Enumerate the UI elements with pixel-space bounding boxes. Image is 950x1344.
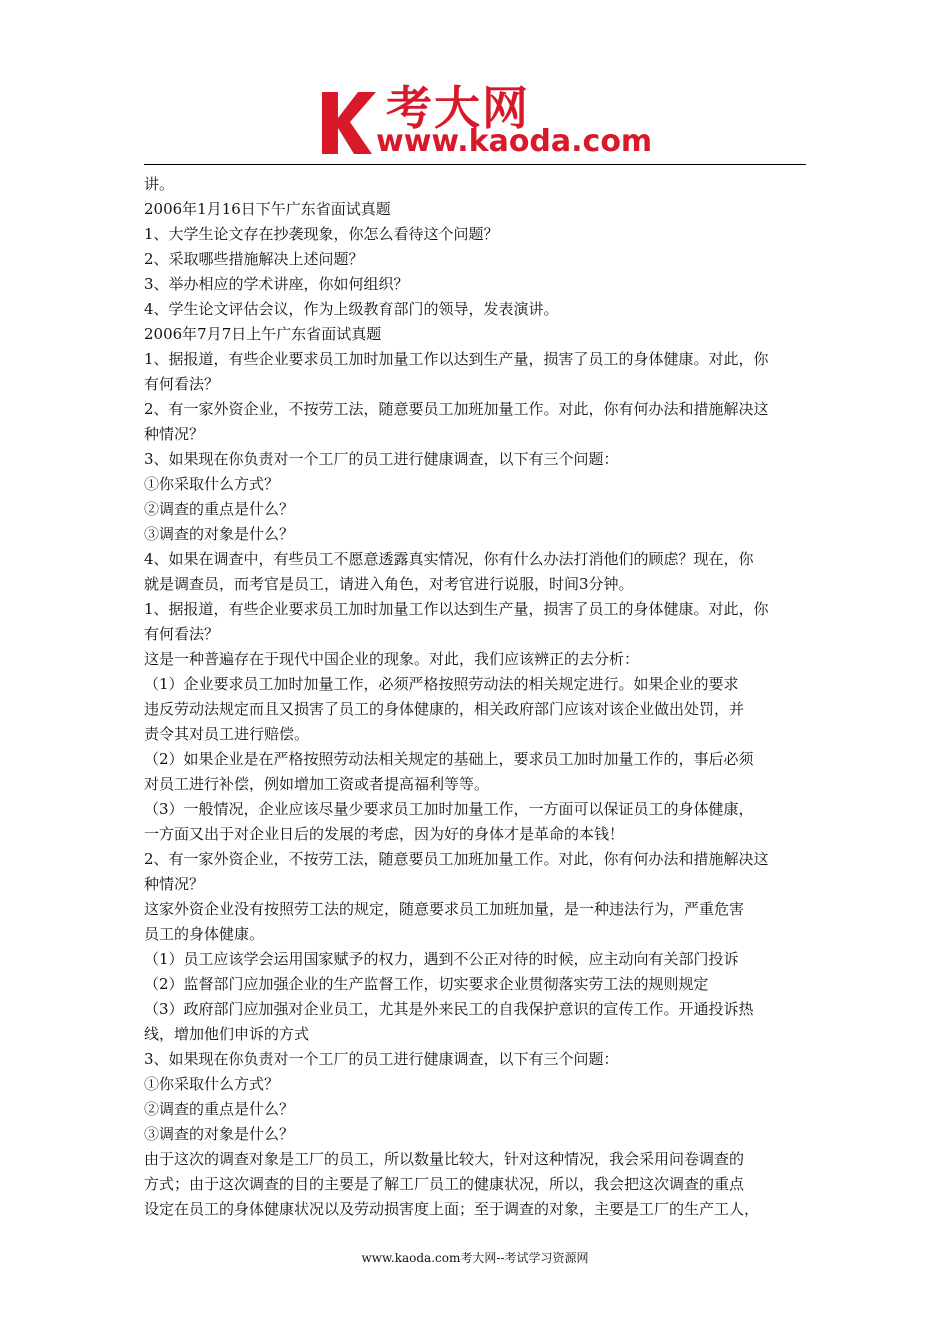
text-line: 3、如果现在你负责对一个工厂的员工进行健康调查，以下有三个问题： <box>144 450 619 468</box>
text-line: （3）一般情况，企业应该尽量少要求员工加时加量工作，一方面可以保证员工的身体健康， <box>144 800 754 818</box>
text-line: ③调查的对象是什么？ <box>144 1125 295 1143</box>
text-line: 有何看法？ <box>144 625 220 643</box>
text-line: 线，增加他们申诉的方式 <box>144 1025 310 1043</box>
text-line: 一方面又出于对企业日后的发展的考虑，因为好的身体才是革命的本钱！ <box>144 825 625 843</box>
text-line: 1、大学生论文存在抄袭现象，你怎么看待这个问题？ <box>144 225 499 243</box>
text-line: 2006年7月7日上午广东省面试真题 <box>144 325 382 343</box>
page-footer: www.kaoda.com考大网--考试学习资源网 <box>361 1251 589 1265</box>
document-body <box>144 172 810 1222</box>
text-line: （2）如果企业是在严格按照劳动法相关规定的基础上，要求员工加时加量工作的，事后必须 <box>144 750 754 768</box>
text-line: ②调查的重点是什么？ <box>144 1100 295 1118</box>
text-line: 这家外资企业没有按照劳工法的规定，随意要求员工加班加量，是一种违法行为，严重危害 <box>144 900 745 918</box>
logo-url: www.kaoda.com <box>376 124 653 159</box>
text-line: 就是调查员，而考官是员工，请进入角色，对考官进行说服，时间3分钟。 <box>144 575 634 593</box>
text-line: ③调查的对象是什么？ <box>144 525 295 543</box>
text-line: 种情况？ <box>144 425 205 443</box>
text-line: 2、有一家外资企业，不按劳工法，随意要员工加班加量工作。对此，你有何办法和措施解决这 <box>144 850 769 868</box>
text-line: 设定在员工的身体健康状况以及劳动损害度上面；至于调查的对象，主要是工厂的生产工人， <box>144 1200 760 1218</box>
text-line: 这是一种普遍存在于现代中国企业的现象。对此，我们应该辨正的去分析： <box>144 650 640 668</box>
text-line: 2、有一家外资企业，不按劳工法，随意要员工加班加量工作。对此，你有何办法和措施解决这 <box>144 400 769 418</box>
text-line: ①你采取什么方式？ <box>144 1075 280 1093</box>
logo-text: 考大网 <box>386 81 530 135</box>
text-line: 4、如果在调查中，有些员工不愿意透露真实情况，你有什么办法打消他们的顾虑？现在，你 <box>144 550 754 568</box>
text-line: （1）员工应该学会运用国家赋予的权力，遇到不公正对待的时候，应主动向有关部门投诉 <box>144 950 739 968</box>
text-line: 由于这次的调查对象是工厂的员工，所以数量比较大，针对这种情况，我会采用问卷调查的 <box>144 1150 745 1168</box>
text-line: 违反劳动法规定而且又损害了员工的身体健康的，相关政府部门应该对该企业做出处罚，并 <box>144 700 745 718</box>
text-line: 方式；由于这次调查的目的主要是了解工厂员工的健康状况，所以，我会把这次调查的重点 <box>144 1175 745 1193</box>
header-divider <box>144 164 806 165</box>
text-line: （3）政府部门应加强对企业员工，尤其是外来民工的自我保护意识的宣传工作。开通投诉热 <box>144 1000 754 1018</box>
text-line: 员工的身体健康。 <box>144 925 265 943</box>
text-line: 种情况？ <box>144 875 205 893</box>
text-line: 讲。 <box>144 175 175 193</box>
text-line: （1）企业要求员工加时加量工作，必须严格按照劳动法的相关规定进行。如果企业的要求 <box>144 675 739 693</box>
text-line: 2、采取哪些措施解决上述问题？ <box>144 250 364 268</box>
text-line: 对员工进行补偿，例如增加工资或者提高福利等等。 <box>144 775 490 793</box>
text-line: 3、举办相应的学术讲座，你如何组织？ <box>144 275 409 293</box>
site-logo[interactable] <box>316 80 653 162</box>
text-line: （2）监督部门应加强企业的生产监督工作，切实要求企业贯彻落实劳工法的规则规定 <box>144 975 709 993</box>
text-line: 2006年1月16日下午广东省面试真题 <box>144 200 391 218</box>
text-line: 责令其对员工进行赔偿。 <box>144 725 310 743</box>
text-line: 1、据报道，有些企业要求员工加时加量工作以达到生产量，损害了员工的身体健康。对此，你 <box>144 600 769 618</box>
text-line: 1、据报道，有些企业要求员工加时加量工作以达到生产量，损害了员工的身体健康。对此，你 <box>144 350 769 368</box>
text-line: ①你采取什么方式？ <box>144 475 280 493</box>
text-line: 4、学生论文评估会议，作为上级教育部门的领导，发表演讲。 <box>144 300 559 318</box>
text-line: ②调查的重点是什么？ <box>144 500 295 518</box>
text-line: 有何看法？ <box>144 375 220 393</box>
text-line: 3、如果现在你负责对一个工厂的员工进行健康调查，以下有三个问题： <box>144 1050 619 1068</box>
